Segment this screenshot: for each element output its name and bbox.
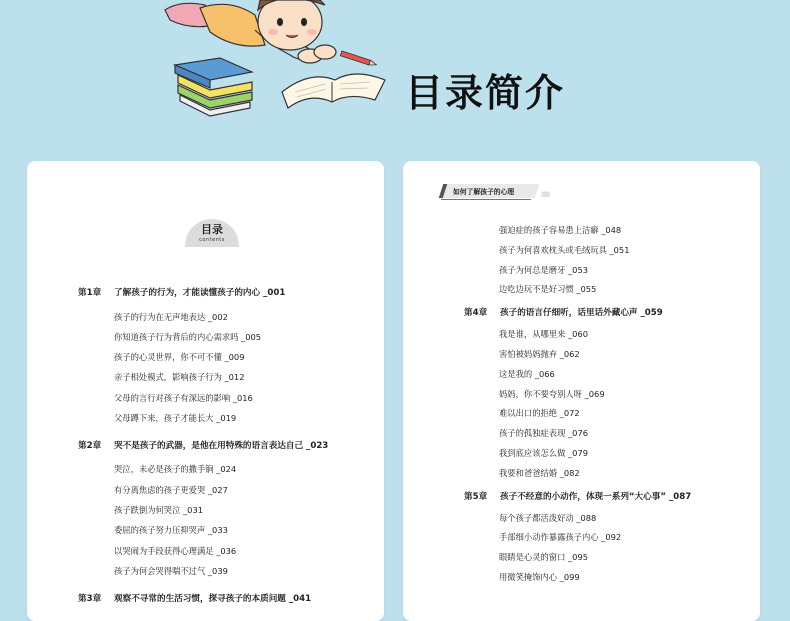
toc-item [499, 427, 588, 439]
chapter-title: 孩子不经意的小动作，体现一系列“大心事” _087 [500, 491, 692, 502]
toc-item [114, 351, 244, 363]
toc-item [114, 565, 228, 577]
toc-item [114, 412, 236, 424]
toc-item [499, 224, 621, 236]
toc-item [499, 328, 588, 340]
toc-page-left [27, 161, 384, 621]
item-title: 孩子为何总是磨牙 _053 [499, 264, 588, 275]
toc-sublabel: contents [199, 237, 225, 243]
item-title: 边吃边玩不是好习惯 _055 [499, 284, 597, 295]
toc-item [499, 512, 596, 524]
item-title: 难以出口的拒绝 _072 [499, 408, 580, 419]
chapter-title: 了解孩子的行为，才能读懂孩子的内心 _001 [114, 288, 286, 298]
item-title: 孩子为何会哭得喘不过气 _039 [114, 565, 228, 576]
item-title: 父母的言行对孩子有深远的影响 _016 [114, 392, 253, 403]
toc-item [499, 407, 580, 419]
toc-item [114, 545, 236, 557]
item-title: 孩子为何喜欢枕头或毛绒玩具 _051 [499, 244, 630, 255]
item-title: 我要和爸爸结婚 _082 [499, 467, 580, 478]
chapter-title: 观察不寻常的生活习惯，探寻孩子的本质问题 _041 [114, 593, 312, 604]
running-head-arrows: 》》》》 [541, 192, 553, 199]
toc-item [114, 392, 253, 404]
toc-chapter [78, 439, 328, 451]
item-title: 孩子跌倒为何哭泣 _031 [114, 504, 203, 515]
toc-item [499, 571, 580, 583]
toc-item [499, 388, 605, 400]
item-title: 我到底应该怎么做 _079 [499, 448, 588, 458]
page-title: 目录简介 [405, 71, 566, 115]
item-title: 孩子的心灵世界，你不可不懂 _009 [114, 352, 245, 363]
toc-item [499, 551, 588, 563]
chapter-number: 第2章 [78, 440, 102, 451]
item-title: 眼睛是心灵的窗口 _095 [499, 552, 588, 563]
item-title: 这是我的 _066 [499, 368, 555, 379]
toc-item [114, 484, 228, 496]
chapter-number: 第4章 [464, 308, 488, 319]
item-title: 亲子相处模式，影响孩子行为 _012 [114, 372, 245, 383]
toc-chapter [78, 592, 311, 604]
toc-item [499, 447, 588, 459]
toc-item [499, 531, 621, 543]
toc-item [499, 467, 580, 479]
girl-reading-illustration [160, 0, 400, 120]
item-title: 孩子的行为在无声地表达 _002 [114, 311, 228, 322]
toc-item [114, 524, 228, 536]
toc-item [114, 311, 228, 323]
chapter-title: 哭不是孩子的武器，是他在用特殊的语言表达自己 _023 [114, 440, 329, 451]
toc-item [499, 368, 555, 380]
toc-chapter [464, 306, 663, 318]
toc-item [499, 283, 596, 295]
chapter-title: 孩子的语言仔细听，话里话外藏心声 _059 [500, 308, 663, 319]
toc-item [114, 371, 244, 383]
item-title: 用微笑掩饰内心 _099 [499, 572, 580, 582]
item-title: 父母蹲下来，孩子才能长大 _019 [114, 413, 237, 423]
toc-chapter [464, 490, 691, 502]
chapter-number: 第1章 [78, 288, 102, 298]
toc-item [499, 348, 580, 360]
item-title: 以哭闹为手段获得心理满足 _036 [114, 545, 237, 556]
item-title: 妈妈，你不要夸别人呀 _069 [499, 388, 605, 399]
item-title: 哭泣，未必是孩子的撒手锏 _024 [114, 464, 237, 475]
running-head-text: 如何了解孩子的心理 [453, 188, 515, 196]
chapter-number: 第5章 [464, 491, 488, 502]
item-title: 你知道孩子行为背后的内心需求吗 _005 [114, 331, 262, 342]
item-title: 孩子的孤独症表现 _076 [499, 428, 588, 439]
toc-item [499, 244, 629, 256]
item-title: 有分离焦虑的孩子更爱哭 _027 [114, 484, 228, 495]
toc-badge [185, 219, 239, 247]
item-title: 手部细小动作暴露孩子内心 _092 [499, 532, 622, 543]
item-title: 委屈的孩子努力压抑哭声 _033 [114, 525, 228, 536]
toc-item [114, 504, 203, 516]
toc-page-right [403, 161, 760, 621]
toc-label: 目录 [201, 223, 223, 236]
item-title: 强迫症的孩子容易患上洁癖 _048 [499, 225, 622, 235]
toc-item [499, 264, 588, 276]
toc-chapter [78, 286, 285, 298]
item-title: 我是谁，从哪里来 _060 [499, 329, 588, 340]
toc-item [114, 463, 236, 475]
item-title: 每个孩子都活泼好动 _088 [499, 512, 597, 523]
chapter-number: 第3章 [78, 593, 102, 604]
toc-item [114, 331, 261, 343]
item-title: 害怕被妈妈抛弃 _062 [499, 349, 580, 359]
